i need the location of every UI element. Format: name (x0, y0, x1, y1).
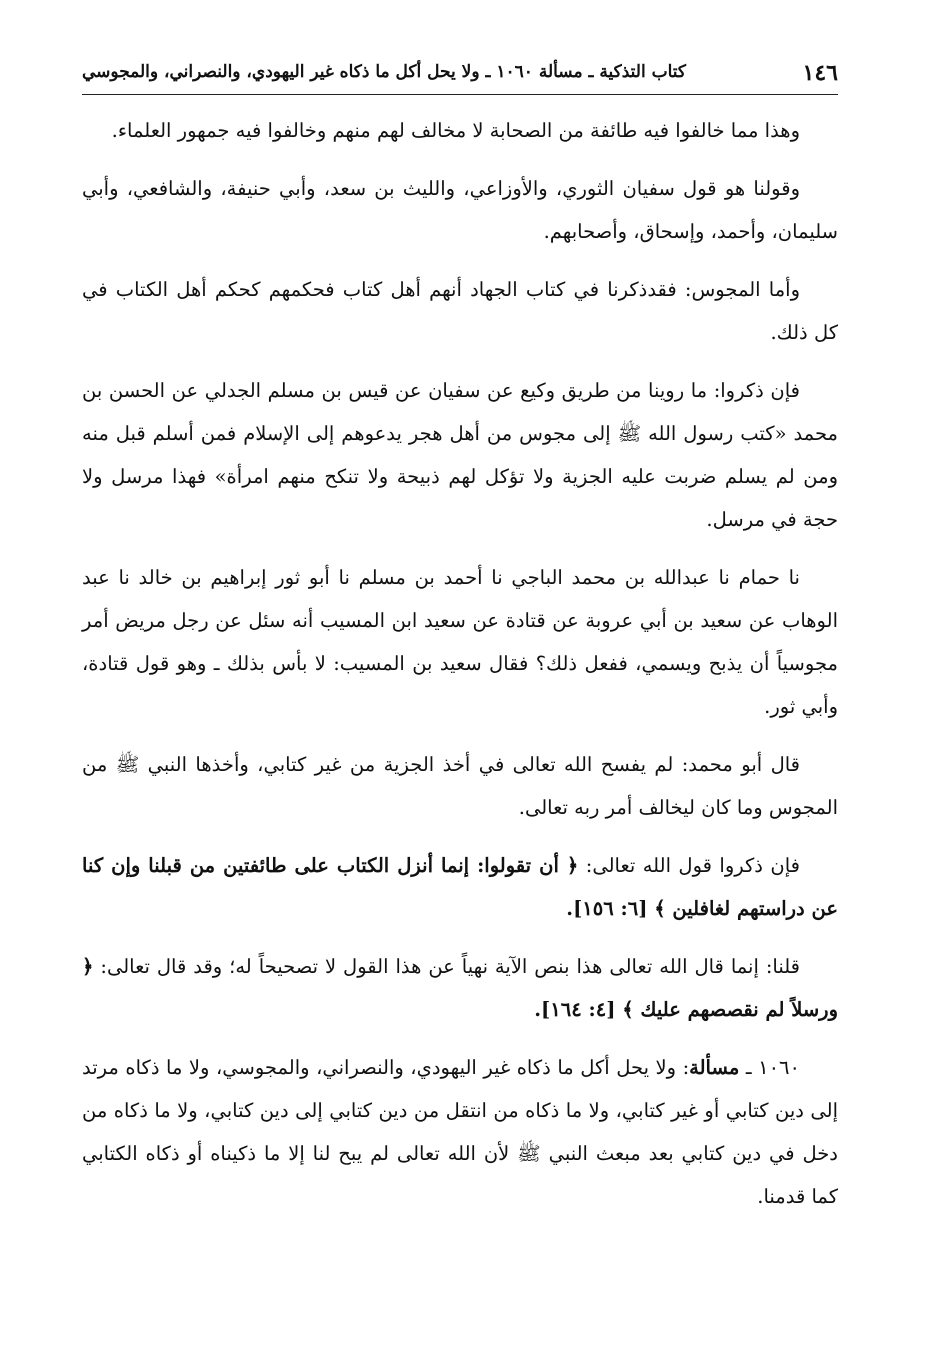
paragraph-5: نا حمام نا عبدالله بن محمد الباجي نا أحمد بن مسلم نا أبو ثور إبراهيم بن خالد نا عبد الوهاب عن سعيد بن أبي عروبة عن قتادة عن سعيد ابن المسيب أنه سئل عن رجل مريض أمر مجوسياً أن يذبح ويسمي، ففعل ذلك؟ فقال سعيد بن المسيب: لا بأس بذلك ـ وهو قول قتادة، وأبي ثور. (82, 566, 838, 718)
page-header (82, 52, 838, 95)
paragraph-8-reply: قلنا: إنما قال الله تعالى هذا بنص الآية نهياً عن هذا القول لا تصحيحاً له؛ وقد قال تعالى: ﴿ ورسلاً لم نقصصهم عليك ﴾ [٤: ١٦٤]. (82, 955, 838, 1021)
paragraph-9-masala: ١٠٦٠ ـ مسألة: ولا يحل أكل ما ذكاه غير اليهودي، والنصراني، والمجوسي، ولا ما ذكاه مرتد إلى دين كتابي أو غير كتابي، ولا ما ذكاه من انتقل من دين كتابي إلى دين كتابي، ولا ما ذكاه من دخل في دين كتابي بعد مبعث النبي ﷺ لأن الله تعالى لم يبح لنا إلا ما ذكيناه أو ذكاه الكتابي كما قدمنا. (82, 1056, 838, 1208)
paragraph-6: قال أبو محمد: لم يفسح الله تعالى في أخذ الجزية من غير كتابي، وأخذها النبي ﷺ من المجوس وما كان ليخالف أمر ربه تعالى. (82, 753, 838, 819)
book-page (82, 52, 838, 1233)
paragraph-2: وقولنا هو قول سفيان الثوري، والأوزاعي، والليث بن سعد، وأبي حنيفة، والشافعي، وأبي سليمان، وأحمد، وإسحاق، وأصحابهم. (82, 177, 838, 243)
page-number: ١٤٦ (802, 60, 838, 86)
quran-verse: ﴿ أن تقولوا: إنما أنزل الكتاب على طائفتين من قبلنا وإن كنا عن دراستهم لغافلين ﴾ [٦: ١٥٦]. (82, 854, 838, 920)
paragraph-1: وهذا مما خالفوا فيه طائفة من الصحابة لا مخالف لهم منهم وخالفوا فيه جمهور العلماء. (111, 119, 800, 142)
paragraph-7-quran-citation: فإن ذكروا قول الله تعالى: ﴿ أن تقولوا: إنما أنزل الكتاب على طائفتين من قبلنا وإن كنا عن دراستهم لغافلين ﴾ [٦: ١٥٦]. (82, 854, 838, 920)
paragraph-3: وأما المجوس: فقدذكرنا في كتاب الجهاد أنهم أهل كتاب فحكمهم كحكم أهل الكتاب في كل ذلك. (82, 278, 838, 344)
paragraph-4: فإن ذكروا: ما روينا من طريق وكيع عن سفيان عن قيس بن مسلم الجدلي عن الحسن بن محمد «كتب رسول الله ﷺ إلى مجوس من أهل هجر يدعوهم إلى الإسلام فمن أسلم قبل منه ومن لم يسلم ضربت عليه الجزية ولا تؤكل لهم ذبيحة ولا تنكح منهم امرأة» فهذا مرسل ولا حجة في مرسل. (82, 379, 838, 531)
masala-number: ١٠٦٠ ـ (739, 1056, 800, 1079)
quran-verse: ﴿ ورسلاً لم نقصصهم عليك ﴾ [٤: ١٦٤]. (82, 955, 838, 1021)
masala-label: مسألة (689, 1056, 740, 1079)
running-title: كتاب التذكية ـ مسألة ١٠٦٠ ـ ولا يحل أكل ما ذكاه غير اليهودي، والنصراني، والمجوسي (82, 62, 687, 82)
